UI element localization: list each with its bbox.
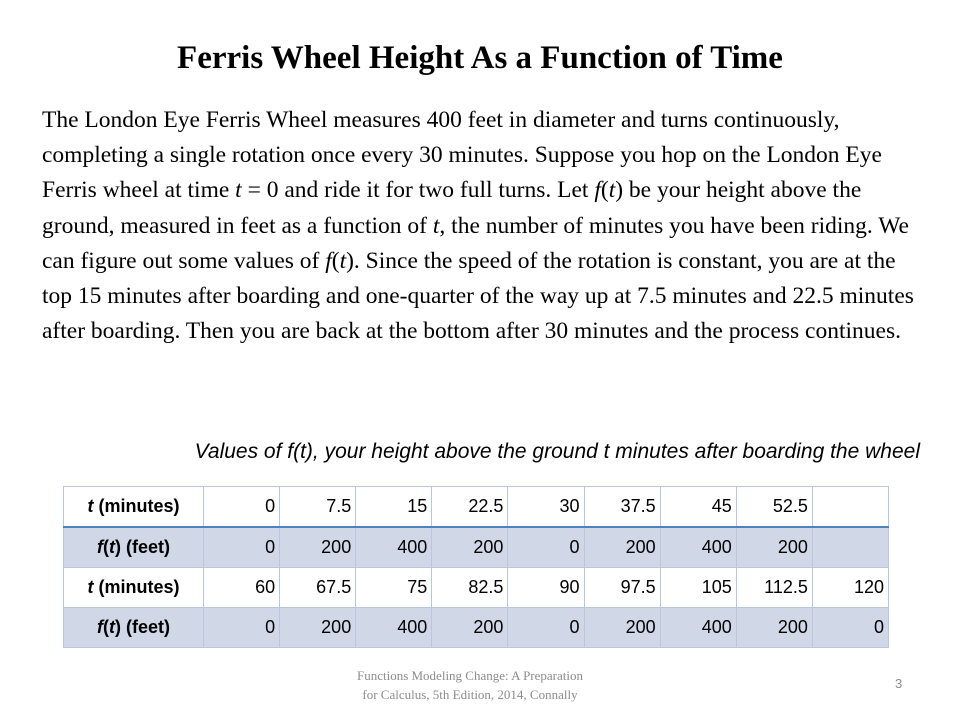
table-cell: 75 <box>356 568 432 608</box>
table-cell: 97.5 <box>584 568 660 608</box>
para-var: t <box>432 212 440 239</box>
table-row-f <box>64 527 889 568</box>
table-cell: 120 <box>812 568 888 608</box>
table-cell: 0 <box>508 608 584 648</box>
table-cell: 200 <box>432 527 508 568</box>
table-cell <box>812 527 888 568</box>
para-var: t <box>608 177 616 204</box>
table-row-t <box>64 568 889 608</box>
table-row-t <box>64 487 889 528</box>
para-text: , the number of minutes you have been riding. We can figure out some values of <box>42 212 909 274</box>
footer-line: Functions Modeling Change: A Preparation <box>356 668 584 683</box>
table-cell: 112.5 <box>736 568 812 608</box>
table-cell: 200 <box>584 608 660 648</box>
table-cell: 200 <box>432 608 508 648</box>
table-cell: 400 <box>660 527 736 568</box>
slide-title: Ferris Wheel Height As a Function of Time <box>177 40 783 76</box>
para-text: = 0 and ride it for two full turns. Let <box>241 177 595 204</box>
para-text: ( <box>331 247 340 274</box>
table-row-f <box>64 608 889 648</box>
para-text: ) be your height above the ground, measured in feet as a function of <box>42 177 862 239</box>
table-cell: 37.5 <box>584 487 660 528</box>
table-cell: 200 <box>584 527 660 568</box>
table-cell: 45 <box>660 487 736 528</box>
table-cell: 200 <box>280 608 356 648</box>
table-caption: Values of f(t), your height above the ground t minutes after boarding the wheel <box>194 440 920 463</box>
para-var: t <box>339 247 347 274</box>
row-header: t (minutes) <box>64 487 204 528</box>
table-cell: 67.5 <box>280 568 356 608</box>
table-cell: 0 <box>508 527 584 568</box>
table-cell: 0 <box>812 608 888 648</box>
page-number: 3 <box>895 676 903 691</box>
table-cell: 200 <box>736 527 812 568</box>
table-cell: 52.5 <box>736 487 812 528</box>
para-var: f <box>594 177 601 204</box>
table-cell: 400 <box>356 527 432 568</box>
table-cell: 105 <box>660 568 736 608</box>
table-cell: 200 <box>736 608 812 648</box>
table-cell: 0 <box>204 487 280 528</box>
table-cell: 90 <box>508 568 584 608</box>
table-cell: 0 <box>204 527 280 568</box>
para-text: The London Eye Ferris Wheel measures 400 feet in diameter and turns continuously, completing a single rotation once every 30 minutes. Suppose you hop on the London Eye Ferris wheel at time <box>42 107 882 204</box>
para-text: ). Since the speed of the rotation is constant, you are at the top 15 minutes after boarding and one-quarter of the way up at 7.5 minutes and 22.5 minutes after boarding. Then you are back at the bottom after 30 minutes and the process continues. <box>42 247 914 345</box>
para-var: f <box>325 247 332 274</box>
footer-line: for Calculus, 5th Edition, 2014, Connally <box>362 687 578 702</box>
table-cell: 30 <box>508 487 584 528</box>
table-cell: 400 <box>660 608 736 648</box>
row-header: f(t) (feet) <box>64 608 204 648</box>
table-cell: 7.5 <box>280 487 356 528</box>
para-text: ( <box>600 177 609 204</box>
row-header: t (minutes) <box>64 568 204 608</box>
row-header: f(t) (feet) <box>64 527 204 568</box>
table-cell: 400 <box>356 608 432 648</box>
table-cell: 0 <box>204 608 280 648</box>
table-cell: 82.5 <box>432 568 508 608</box>
table-cell: 60 <box>204 568 280 608</box>
table-cell: 15 <box>356 487 432 528</box>
table-cell <box>812 487 888 528</box>
problem-paragraph <box>42 103 922 349</box>
footer-citation <box>300 666 640 704</box>
table-cell: 22.5 <box>432 487 508 528</box>
para-var: t <box>235 177 242 204</box>
values-table <box>63 486 889 648</box>
table-cell: 200 <box>280 527 356 568</box>
